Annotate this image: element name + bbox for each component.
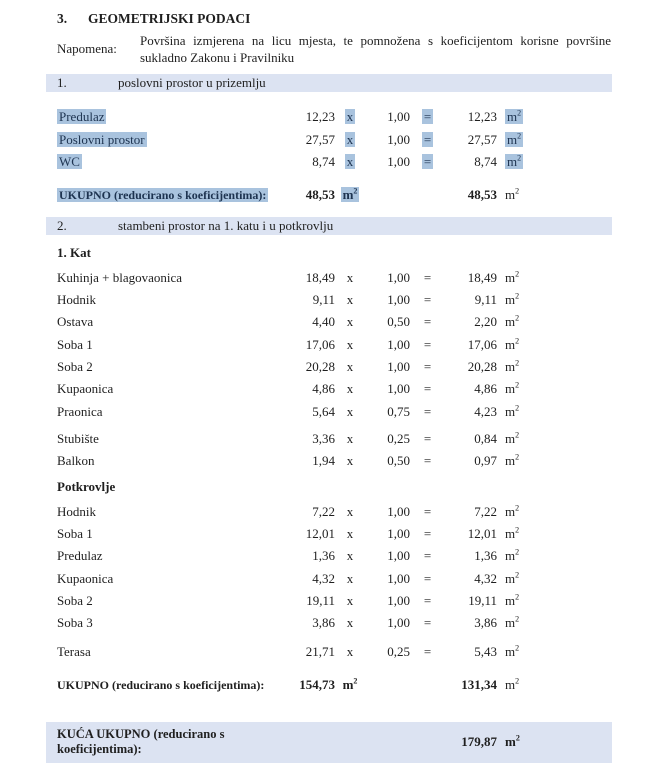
row-label: Soba 2	[57, 358, 93, 374]
row-coefficient: 1,00	[387, 358, 410, 374]
row-label: Poslovni prostor	[59, 131, 145, 147]
row-result: 12,23	[467, 109, 497, 125]
row-unit: $m^2$	[505, 403, 520, 419]
row-coefficient: 1,00	[387, 109, 410, 125]
row-unit: $m^2$	[505, 643, 520, 659]
multiply-sign: x	[346, 403, 354, 419]
row-unit: $m^2$	[507, 153, 522, 169]
row-result: 9,11	[474, 291, 497, 307]
row-value: 21,71	[305, 643, 335, 659]
row-coefficient: 1,00	[387, 381, 410, 397]
row-value: 3,86	[312, 615, 335, 631]
row-label: Soba 3	[57, 615, 93, 631]
total-result: 48,53	[467, 187, 497, 203]
row-result: 2,20	[474, 314, 497, 330]
total-value: 48,53	[305, 187, 335, 203]
multiply-sign: x	[346, 525, 354, 541]
row-coefficient: 1,00	[387, 131, 410, 147]
equals-sign: =	[423, 615, 432, 631]
row-unit: $m^2$	[505, 547, 520, 564]
row-label: Terasa	[57, 643, 91, 659]
multiply-sign: x	[346, 291, 354, 307]
multiply-sign: x	[346, 131, 354, 147]
row-coefficient: 1,00	[387, 548, 410, 564]
subsection-title-potkrovlje: Potkrovlje	[57, 479, 116, 495]
table-row	[46, 610, 612, 632]
table-row	[46, 287, 612, 309]
multiply-sign: x	[346, 570, 354, 586]
row-coefficient: 1,00	[387, 153, 410, 169]
row-label: Kupaonica	[57, 381, 114, 397]
row-value: 7,22	[312, 503, 335, 519]
grand-total-value: 179,87	[461, 733, 497, 749]
potkrovlje-rows-reduced	[46, 638, 612, 660]
row-label: Kupaonica	[57, 570, 114, 586]
row-coefficient: 1,00	[387, 525, 410, 541]
multiply-sign: x	[346, 453, 354, 469]
row-result: 0,97	[474, 453, 497, 469]
multiply-sign: x	[346, 643, 354, 659]
heading-title: GEOMETRIJSKI PODACI	[88, 11, 251, 26]
section-2-band	[46, 217, 612, 235]
section-2-total-row	[46, 672, 612, 695]
row-unit: $m^2$	[507, 109, 522, 125]
equals-sign: =	[423, 453, 432, 469]
row-result: 27,57	[467, 131, 497, 147]
equals-sign: =	[423, 314, 432, 330]
row-coefficient: 0,25	[387, 643, 410, 659]
total-result-unit: $m^2$	[505, 676, 520, 692]
equals-sign: =	[423, 548, 432, 564]
row-label: Balkon	[57, 453, 95, 469]
equals-sign: =	[423, 381, 432, 397]
row-value: 1,36	[312, 548, 335, 564]
row-value: 19,11	[306, 592, 335, 608]
row-label: WC	[59, 153, 80, 169]
table-row	[46, 398, 612, 420]
multiply-sign: x	[346, 615, 354, 631]
table-row	[46, 126, 612, 148]
row-result: 0,84	[474, 430, 497, 446]
row-coefficient: 1,00	[387, 503, 410, 519]
row-label: Stubište	[57, 430, 99, 446]
row-result: 20,28	[467, 358, 497, 374]
row-result: 4,23	[474, 403, 497, 419]
equals-sign: =	[423, 592, 432, 608]
table-row	[46, 498, 612, 520]
multiply-sign: x	[346, 269, 354, 285]
multiply-sign: x	[346, 358, 354, 374]
row-unit: $m^2$	[507, 131, 522, 147]
row-value: 12,23	[305, 109, 335, 125]
equals-sign: =	[423, 403, 432, 419]
multiply-sign: x	[346, 592, 354, 608]
table-row	[46, 543, 612, 565]
equals-sign: =	[423, 291, 432, 307]
row-value: 20,28	[305, 358, 335, 374]
row-value: 8,74	[312, 153, 335, 169]
total-value-unit: $m^2$	[342, 186, 358, 203]
equals-sign: =	[423, 643, 432, 659]
row-value: 18,49	[305, 269, 335, 285]
total-value: 154,73	[299, 676, 335, 692]
table-row	[46, 448, 612, 470]
row-coefficient: 1,00	[387, 615, 410, 631]
table-row	[46, 588, 612, 610]
row-coefficient: 1,00	[387, 570, 410, 586]
equals-sign: =	[423, 336, 432, 352]
row-result: 4,32	[474, 570, 497, 586]
kat-rows-reduced	[46, 426, 612, 471]
equals-sign: =	[423, 358, 432, 374]
equals-sign: =	[423, 153, 432, 169]
row-coefficient: 0,75	[387, 403, 410, 419]
total-label: UKUPNO (reducirano s koeficijentima):	[59, 188, 267, 203]
note-block	[46, 32, 612, 66]
row-unit: $m^2$	[505, 269, 520, 285]
row-label: Kuhinja + blagovaonica	[57, 269, 183, 285]
note-label: Napomena:	[57, 41, 117, 56]
row-value: 9,11	[312, 291, 335, 307]
row-unit: $m^2$	[505, 525, 520, 541]
section-2-number: 2.	[57, 218, 67, 234]
row-result: 7,22	[474, 503, 497, 519]
table-row	[46, 104, 612, 126]
grand-total-label: KUĆA UKUPNO (reducirano s koeficijentima):	[57, 726, 225, 756]
grand-total-band	[46, 722, 612, 763]
equals-sign: =	[423, 131, 432, 147]
table-row	[46, 426, 612, 448]
row-label: Soba 1	[57, 336, 93, 352]
equals-sign: =	[423, 525, 432, 541]
section-1-title: poslovni prostor u prizemlju	[118, 75, 266, 90]
total-value-unit: $m^2$	[342, 676, 358, 692]
row-label: Predulaz	[57, 548, 103, 564]
table-row	[46, 331, 612, 353]
row-label: Soba 2	[57, 592, 93, 608]
row-coefficient: 0,50	[387, 453, 410, 469]
row-unit: $m^2$	[505, 291, 520, 307]
multiply-sign: x	[346, 548, 354, 564]
table-row	[46, 565, 612, 587]
section-1-total-row	[46, 182, 612, 205]
row-unit: $m^2$	[505, 358, 520, 374]
row-result: 8,74	[474, 153, 497, 169]
row-unit: $m^2$	[505, 592, 520, 608]
row-label: Hodnik	[57, 291, 96, 307]
multiply-sign: x	[346, 109, 354, 125]
row-result: 19,11	[468, 592, 497, 608]
equals-sign: =	[423, 570, 432, 586]
row-unit: $m^2$	[505, 313, 520, 330]
row-coefficient: 0,50	[387, 314, 410, 330]
potkrovlje-rows	[46, 498, 612, 632]
row-value: 27,57	[305, 131, 335, 147]
total-label: UKUPNO (reducirano s koeficijentima):	[57, 677, 265, 692]
row-result: 12,01	[467, 525, 497, 541]
grand-total-unit: $m^2$	[505, 733, 520, 750]
row-value: 12,01	[305, 525, 335, 541]
row-result: 17,06	[467, 336, 497, 352]
table-row	[46, 376, 612, 398]
heading-number: 3.	[57, 11, 68, 26]
section-1-band	[46, 74, 612, 92]
row-result: 1,36	[474, 548, 497, 564]
row-label: Hodnik	[57, 503, 96, 519]
table-row	[46, 354, 612, 376]
table-row	[46, 521, 612, 543]
multiply-sign: x	[346, 381, 354, 397]
row-coefficient: 1,00	[387, 336, 410, 352]
note-text: Površina izmjerena na licu mjesta, te pomnožena s koeficijentom korisne površine sukladno Zakonu i Pravilniku	[140, 33, 611, 65]
table-row	[46, 149, 612, 171]
equals-sign: =	[423, 269, 432, 285]
equals-sign: =	[423, 430, 432, 446]
row-unit: $m^2$	[505, 503, 520, 519]
section-2-title: stambeni prostor na 1. katu i u potkrovlju	[118, 218, 334, 234]
row-unit: $m^2$	[505, 614, 520, 631]
equals-sign: =	[423, 109, 432, 125]
kat-rows	[46, 264, 612, 420]
row-unit: $m^2$	[505, 430, 520, 446]
multiply-sign: x	[346, 153, 354, 169]
row-unit: $m^2$	[505, 380, 520, 397]
row-label: Predulaz	[59, 109, 105, 125]
row-value: 4,86	[312, 381, 335, 397]
table-row	[46, 264, 612, 286]
row-value: 5,64	[312, 403, 335, 419]
row-value: 3,36	[312, 430, 335, 446]
row-result: 4,86	[474, 381, 497, 397]
row-label: Ostava	[57, 314, 94, 330]
row-value: 4,40	[312, 314, 335, 330]
row-label: Soba 1	[57, 525, 93, 541]
row-result: 18,49	[467, 269, 497, 285]
section-1-number: 1.	[57, 75, 67, 90]
row-coefficient: 1,00	[387, 269, 410, 285]
row-unit: $m^2$	[505, 452, 520, 469]
row-value: 4,32	[312, 570, 335, 586]
subsection-title-kat: 1. Kat	[57, 245, 91, 261]
equals-sign: =	[423, 503, 432, 519]
row-value: 17,06	[305, 336, 335, 352]
row-coefficient: 1,00	[387, 291, 410, 307]
multiply-sign: x	[346, 503, 354, 519]
total-result: 131,34	[461, 676, 497, 692]
multiply-sign: x	[346, 430, 354, 446]
multiply-sign: x	[346, 314, 354, 330]
table-row	[46, 638, 612, 660]
row-coefficient: 0,25	[387, 430, 410, 446]
table-row	[46, 309, 612, 331]
row-result: 5,43	[474, 643, 497, 659]
row-unit: $m^2$	[505, 570, 520, 586]
total-result-unit: $m^2$	[505, 186, 520, 203]
row-value: 1,94	[312, 453, 335, 469]
row-unit: $m^2$	[505, 336, 520, 352]
row-label: Praonica	[57, 403, 103, 419]
row-coefficient: 1,00	[387, 592, 410, 608]
multiply-sign: x	[346, 336, 354, 352]
section-heading	[46, 0, 612, 27]
section-1-rows	[46, 104, 612, 171]
row-result: 3,86	[474, 615, 497, 631]
